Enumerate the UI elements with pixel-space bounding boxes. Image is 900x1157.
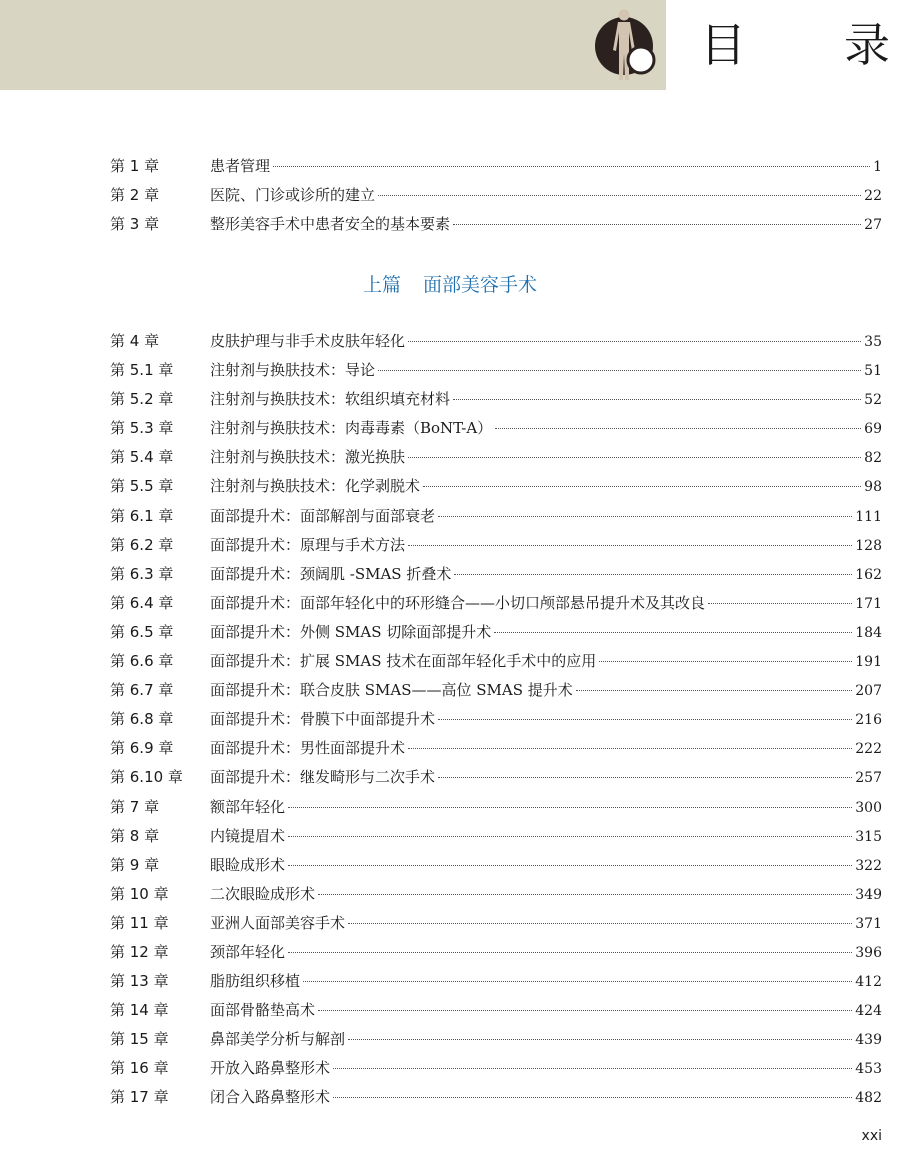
leader-dots (599, 661, 852, 662)
leader-dots (453, 224, 861, 225)
toc-entry[interactable] (110, 152, 882, 181)
chapter-title: 脂肪组织移植 (210, 972, 301, 991)
chapter-title: 面部提升术：面部解剖与面部衰老 (210, 506, 436, 525)
toc-entry[interactable] (110, 472, 882, 501)
toc-entry[interactable] (110, 589, 882, 618)
page-number: 51 (864, 363, 882, 380)
chapter-number: 第 7 章 (110, 797, 160, 816)
page-number: 52 (864, 392, 882, 409)
toc-entry[interactable] (110, 1054, 882, 1083)
leader-dots (438, 516, 852, 517)
leader-dots (408, 545, 852, 546)
page-number: 216 (855, 712, 882, 729)
chapter-title: 医院、门诊或诊所的建立 (210, 186, 376, 205)
chapter-number: 第 10 章 (110, 884, 169, 903)
page-number: 1 (873, 159, 882, 175)
chapter-number: 第 3 章 (110, 215, 160, 234)
toc-entry[interactable] (110, 560, 882, 589)
leader-dots (318, 894, 852, 895)
toc-main-list (110, 327, 882, 1113)
page-number: 82 (864, 450, 882, 467)
chapter-title: 注射剂与换肤技术：软组织填充材料 (210, 390, 451, 409)
chapter-title: 面部提升术：骨膜下中面部提升术 (210, 710, 436, 729)
chapter-title: 鼻部美学分析与解剖 (210, 1030, 346, 1049)
toc-entry[interactable] (110, 327, 882, 356)
page-number: 128 (855, 537, 882, 554)
toc-entry[interactable] (110, 822, 882, 851)
chapter-number: 第 17 章 (110, 1088, 169, 1107)
chapter-number: 第 6.8 章 (110, 710, 174, 729)
chapter-title: 额部年轻化 (210, 797, 286, 816)
page-number: 98 (864, 479, 882, 496)
leader-dots (408, 341, 861, 342)
chapter-number: 第 14 章 (110, 1001, 169, 1020)
leader-dots (576, 690, 852, 691)
leader-dots (494, 632, 852, 633)
chapter-number: 第 5.5 章 (110, 477, 174, 496)
toc-entry[interactable] (110, 181, 882, 210)
toc-entry[interactable] (110, 705, 882, 734)
footer-page-number: xxi (861, 1128, 882, 1144)
leader-dots (273, 166, 870, 167)
leader-dots (303, 981, 852, 982)
page-number: 482 (855, 1090, 882, 1107)
leader-dots (453, 399, 861, 400)
chapter-number: 第 9 章 (110, 855, 160, 874)
chapter-title: 闭合入路鼻整形术 (210, 1088, 331, 1107)
toc-entry[interactable] (110, 996, 882, 1025)
chapter-title: 注射剂与换肤技术：肉毒毒素（BoNT-A） (210, 419, 493, 438)
leader-dots (333, 1068, 852, 1069)
leader-dots (408, 748, 852, 749)
toc-entry[interactable] (110, 647, 882, 676)
page-number: 191 (855, 654, 882, 671)
leader-dots (288, 952, 852, 953)
chapter-title: 二次眼睑成形术 (210, 884, 316, 903)
leader-dots (438, 777, 852, 778)
leader-dots (333, 1097, 852, 1098)
leader-dots (288, 807, 852, 808)
leader-dots (288, 836, 852, 837)
leader-dots (423, 486, 861, 487)
chapter-number: 第 5.4 章 (110, 448, 174, 467)
chapter-title: 面部提升术：继发畸形与二次手术 (210, 768, 436, 787)
page-number: 396 (855, 944, 882, 961)
leader-dots (495, 428, 861, 429)
page-number: 27 (864, 217, 882, 234)
page-number: 371 (855, 915, 882, 932)
page-title-char-2: 录 (844, 18, 890, 72)
toc-entry[interactable] (110, 414, 882, 443)
chapter-number: 第 6.10 章 (110, 768, 183, 787)
chapter-title: 面部提升术：扩展 SMAS 技术在面部年轻化手术中的应用 (210, 652, 597, 671)
chapter-title: 注射剂与换肤技术：化学剥脱术 (210, 477, 421, 496)
page-number: 453 (855, 1061, 882, 1078)
chapter-title: 开放入路鼻整形术 (210, 1059, 331, 1078)
chapter-number: 第 6.3 章 (110, 564, 174, 583)
page-number: 171 (855, 595, 882, 612)
page-number: 22 (864, 188, 882, 205)
page-number: 300 (855, 799, 882, 816)
page-number: 184 (855, 624, 882, 641)
leader-dots (378, 370, 861, 371)
chapter-number: 第 11 章 (110, 913, 169, 932)
chapter-number: 第 8 章 (110, 826, 160, 845)
chapter-number: 第 5.2 章 (110, 390, 174, 409)
page-number: 412 (855, 974, 882, 991)
chapter-title: 面部提升术：颈阔肌 -SMAS 折叠术 (210, 564, 452, 583)
leader-dots (348, 1039, 852, 1040)
chapter-number: 第 16 章 (110, 1059, 169, 1078)
chapter-title: 注射剂与换肤技术：导论 (210, 361, 376, 380)
chapter-number: 第 1 章 (110, 157, 160, 175)
leader-dots (318, 1010, 852, 1011)
toc-entry[interactable] (110, 443, 882, 472)
chapter-number: 第 13 章 (110, 972, 169, 991)
chapter-number: 第 6.6 章 (110, 652, 174, 671)
chapter-title: 注射剂与换肤技术：激光换肤 (210, 448, 406, 467)
page-number: 349 (855, 886, 882, 903)
toc-entry[interactable] (110, 502, 882, 531)
toc-entry[interactable] (110, 793, 882, 822)
page-number: 424 (855, 1003, 882, 1020)
section-part: 上篇 (362, 274, 401, 296)
chapter-number: 第 6.9 章 (110, 739, 174, 758)
toc-entry[interactable] (110, 531, 882, 560)
chapter-title: 面部提升术：男性面部提升术 (210, 739, 406, 758)
chapter-title: 眼睑成形术 (210, 855, 286, 874)
chapter-number: 第 2 章 (110, 186, 160, 205)
page-number: 35 (864, 334, 882, 350)
toc-entry[interactable] (110, 909, 882, 938)
leader-dots (708, 603, 852, 604)
page-number: 207 (855, 683, 882, 700)
leader-dots (438, 719, 852, 720)
toc-entry[interactable] (110, 210, 882, 239)
leader-dots (378, 195, 861, 196)
toc-entry[interactable] (110, 938, 882, 967)
chapter-title: 颈部年轻化 (210, 942, 286, 961)
chapter-number: 第 12 章 (110, 942, 169, 961)
chapter-title: 整形美容手术中患者安全的基本要素 (210, 215, 451, 234)
chapter-number: 第 6.4 章 (110, 593, 174, 612)
chapter-title: 面部提升术：外侧 SMAS 切除面部提升术 (210, 622, 492, 641)
toc-entry[interactable] (110, 967, 882, 996)
section-heading (0, 271, 900, 299)
toc-front-list (110, 152, 882, 239)
chapter-title: 内镜提眉术 (210, 826, 286, 845)
toc-entry[interactable] (110, 851, 882, 880)
page-title-char-1: 目 (700, 18, 746, 72)
section-name: 面部美容手术 (423, 274, 538, 296)
page-number: 222 (855, 741, 882, 758)
toc-entry[interactable] (110, 618, 882, 647)
leader-dots (288, 865, 852, 866)
chapter-title: 面部提升术：面部年轻化中的环形缝合——小切口颅部悬吊提升术及其改良 (210, 593, 706, 612)
page-number: 162 (855, 566, 882, 583)
page-number: 322 (855, 857, 882, 874)
toc-entry[interactable] (110, 676, 882, 705)
chapter-number: 第 6.2 章 (110, 535, 174, 554)
chapter-title: 面部提升术：联合皮肤 SMAS——高位 SMAS 提升术 (210, 681, 573, 700)
chapter-title: 面部骨骼垫高术 (210, 1001, 316, 1020)
chapter-title: 患者管理 (210, 157, 271, 175)
page-number: 257 (855, 770, 882, 787)
leader-dots (454, 574, 852, 575)
chapter-number: 第 15 章 (110, 1030, 169, 1049)
chapter-number: 第 5.3 章 (110, 419, 174, 438)
leader-dots (408, 457, 861, 458)
chapter-number: 第 6.5 章 (110, 622, 174, 641)
toc-entry[interactable] (110, 763, 882, 792)
page-title (700, 10, 890, 80)
page-number: 315 (855, 828, 882, 845)
header-band (0, 0, 666, 90)
human-figure-logo-icon (594, 4, 660, 84)
toc-entry[interactable] (110, 356, 882, 385)
chapter-title: 面部提升术：原理与手术方法 (210, 535, 406, 554)
page-number: 439 (855, 1032, 882, 1049)
chapter-number: 第 6.7 章 (110, 681, 174, 700)
toc-entry[interactable] (110, 734, 882, 763)
chapter-number: 第 5.1 章 (110, 361, 174, 380)
chapter-title: 皮肤护理与非手术皮肤年轻化 (210, 332, 406, 350)
page-number: 111 (855, 508, 882, 525)
chapter-number: 第 4 章 (110, 332, 160, 350)
page-number: 69 (864, 421, 882, 438)
toc-entry[interactable] (110, 385, 882, 414)
chapter-number: 第 6.1 章 (110, 506, 174, 525)
toc-entry[interactable] (110, 1083, 882, 1112)
chapter-title: 亚洲人面部美容手术 (210, 913, 346, 932)
leader-dots (348, 923, 852, 924)
toc-entry[interactable] (110, 1025, 882, 1054)
toc-entry[interactable] (110, 880, 882, 909)
